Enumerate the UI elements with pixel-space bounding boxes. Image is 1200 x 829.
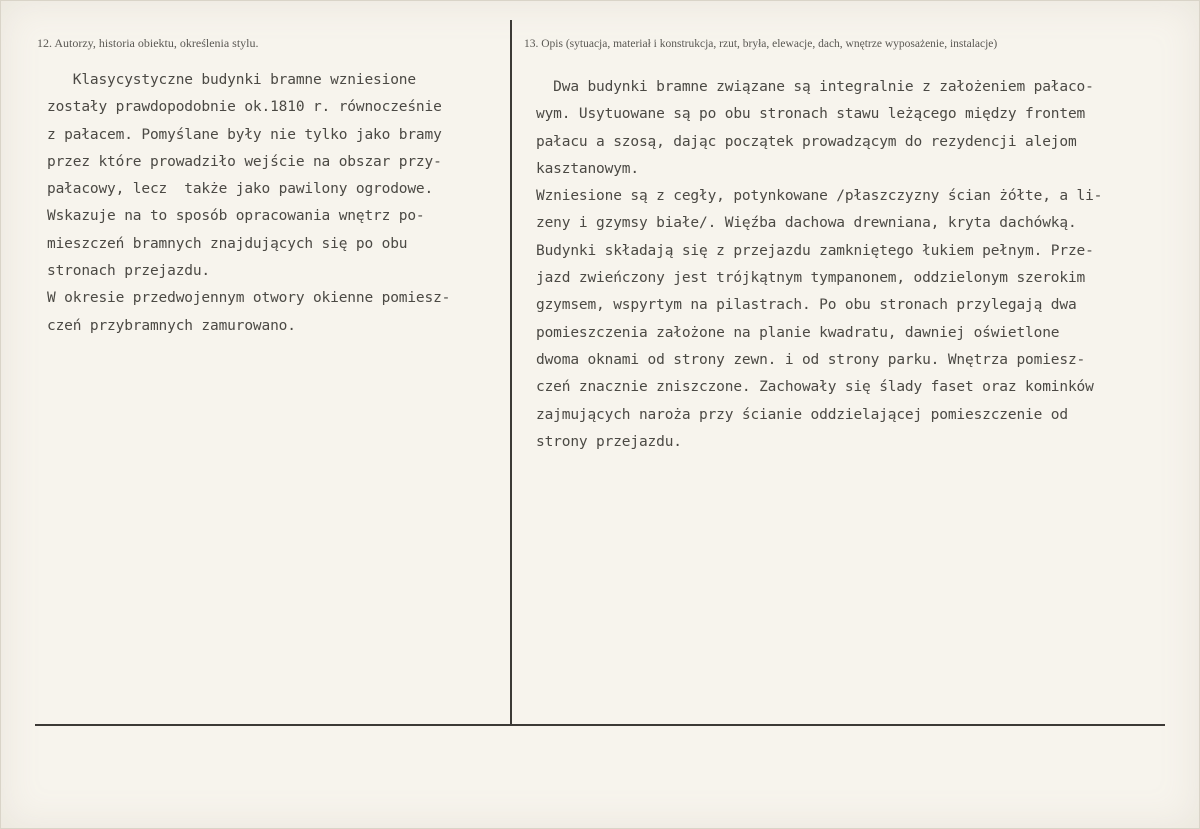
text-line: czeń przybramnych zamurowano. (47, 317, 296, 334)
section-13-heading: 13. Opis (sytuacja, materiał i konstrukcja, rzut, bryła, elewacje, dach, wnętrze wyposażenie, instalacje) (524, 38, 998, 50)
text-line: Budynki składają się z przejazdu zamkniętego łukiem pełnym. Prze- (536, 242, 1094, 259)
text-line: pałacu a szosą, dając początek prowadzącym do rezydencji alejom (536, 133, 1077, 150)
text-line: Klasycystyczne budynki bramne wzniesione (47, 72, 416, 88)
text-line: pomieszczenia założone na planie kwadratu, dawniej oświetlone (536, 324, 1060, 341)
text-line: zeny i gzymsy białe/. Więźba dachowa drewniana, kryta dachówką. (536, 215, 1077, 232)
text-line: dwoma oknami od strony zewn. i od strony parku. Wnętrza pomiesz- (536, 351, 1086, 368)
section-13-text (536, 74, 1102, 456)
text-line: Dwa budynki bramne związane są integralnie z założeniem pałaco- (536, 79, 1094, 95)
text-line: kasztanowym. (536, 160, 639, 177)
text-line: strony przejazdu. (536, 433, 682, 450)
text-line: zostały prawdopodobnie ok.1810 r. równocześnie (47, 99, 442, 116)
text-line: W okresie przedwojennym otwory okienne pomiesz- (47, 290, 451, 307)
text-line: Wzniesione są z cegły, potynkowane /płaszczyzny ścian żółte, a li- (536, 188, 1103, 205)
column-divider (510, 20, 512, 724)
text-line: czeń znacznie zniszczone. Zachowały się ślady faset oraz kominków (536, 379, 1094, 396)
text-line: mieszczeń bramnych znajdujących się po obu (47, 235, 408, 252)
text-line: pałacowy, lecz także jako pawilony ogrodowe. (47, 181, 434, 198)
text-line: jazd zwieńczony jest trójkątnym tympanonem, oddzielonym szerokim (536, 270, 1086, 287)
text-line: gzymsem, wspyrtym na pilastrach. Po obu stronach przylegają dwa (536, 297, 1077, 314)
text-line: Wskazuje na to sposób opracowania wnętrz po- (47, 208, 425, 225)
text-line: zajmujących naroża przy ścianie oddzielającej pomieszczenie od (536, 406, 1068, 423)
text-line: wym. Usytuowane są po obu stronach stawu leżącego między frontem (536, 106, 1086, 123)
text-line: przez które prowadziło wejście na obszar przy- (47, 153, 442, 170)
bottom-rule (35, 724, 1165, 726)
text-line: stronach przejazdu. (47, 263, 211, 280)
section-12-heading: 12. Autorzy, historia obiektu, określenia stylu. (37, 36, 259, 50)
text-line: z pałacem. Pomyślane były nie tylko jako bramy (47, 126, 442, 143)
section-12-text (47, 67, 450, 340)
